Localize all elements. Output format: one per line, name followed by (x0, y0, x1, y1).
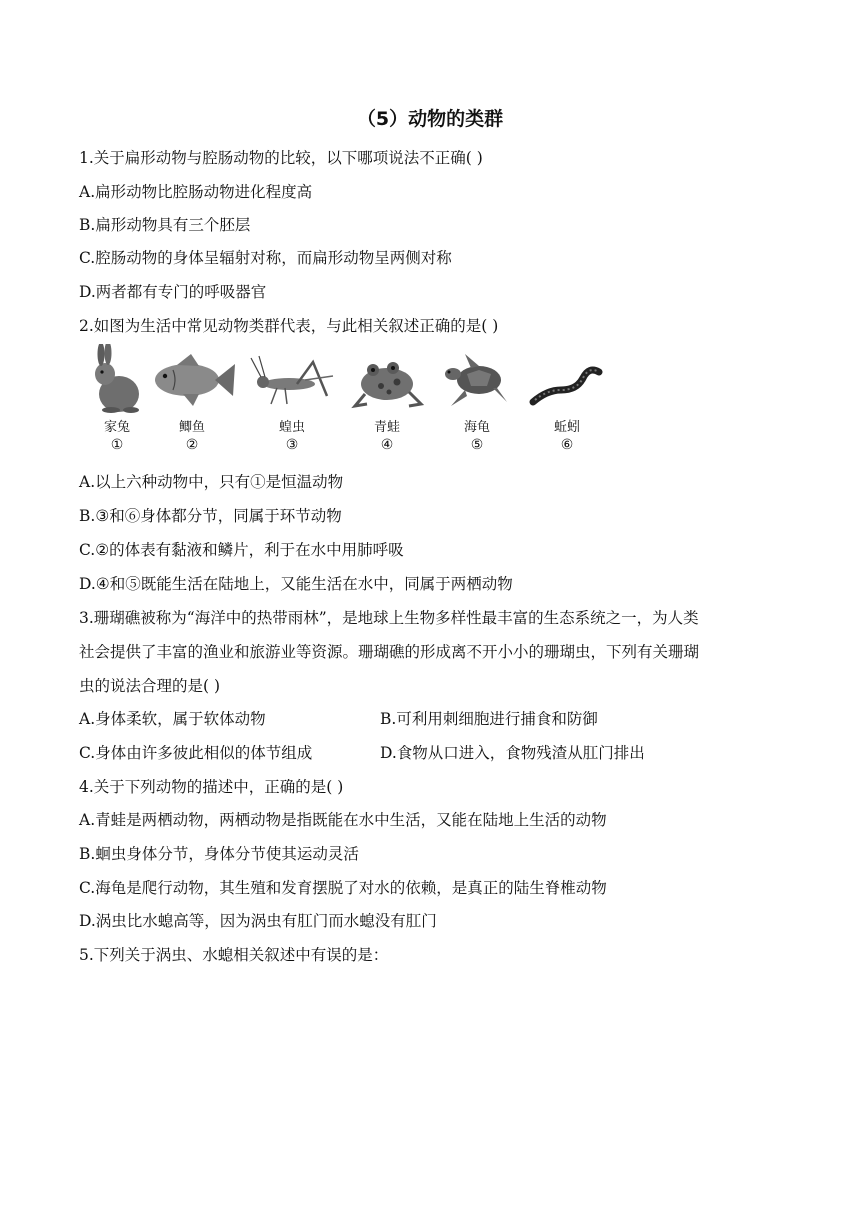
q5-stem: 5.下列关于涡虫、水螅相关叙述中有误的是： (79, 946, 389, 964)
page-title: （5）动物的类群 (356, 108, 504, 130)
q2-option-a: A.以上六种动物中，只有①是恒温动物 (79, 473, 344, 491)
q2-option-d: D.④和⑤既能生活在陆地上，又能生活在水中，同属于两栖动物 (79, 575, 513, 593)
animal-name: 海龟 (463, 420, 490, 435)
animal-number: ① (110, 437, 124, 453)
q3-option-d: D.食物从口进入，食物残渣从肛门排出 (380, 744, 645, 762)
q2-option-c: C.②的体表有黏液和鳞片，利于在水中用肺呼吸 (79, 541, 404, 559)
animal-name: 青蛙 (373, 420, 400, 435)
q1-option-d: D.两者都有专门的呼吸器官 (79, 283, 267, 301)
grasshopper-icon (247, 344, 337, 416)
animal-fish (142, 344, 242, 464)
fish-icon (147, 344, 237, 416)
rabbit-icon (87, 344, 147, 416)
turtle-icon (437, 344, 517, 416)
animal-grasshopper (242, 344, 342, 464)
earthworm-icon (527, 344, 607, 416)
animal-name: 鲫鱼 (178, 420, 205, 435)
animal-name: 蚯蚓 (553, 420, 580, 435)
animal-turtle (432, 344, 522, 464)
animal-number: ② (185, 437, 199, 453)
animal-frog (342, 344, 432, 464)
q3-option-c: C.身体由许多彼此相似的体节组成 (79, 744, 313, 762)
q4-option-a: A.青蛙是两栖动物，两栖动物是指既能在水中生活，又能在陆地上生活的动物 (79, 811, 607, 829)
q3-stem-line2: 社会提供了丰富的渔业和旅游业等资源。珊瑚礁的形成离不开小小的珊瑚虫，下列有关珊瑚 (79, 643, 700, 661)
animal-number: ③ (285, 437, 299, 453)
animal-name: 家兔 (103, 420, 130, 435)
animal-figure (72, 344, 612, 464)
q4-option-b: B.蛔虫身体分节，身体分节使其运动灵活 (79, 845, 359, 863)
animal-number: ④ (380, 437, 394, 453)
animal-name: 蝗虫 (278, 420, 305, 435)
q2-option-b: B.③和⑥身体都分节，同属于环节动物 (79, 507, 342, 525)
frog-icon (347, 344, 427, 416)
q1-option-b: B.扁形动物具有三个胚层 (79, 216, 251, 234)
q3-stem-line1: 3.珊瑚礁被称为“海洋中的热带雨林”，是地球上生物多样性最丰富的生态系统之一，为人类 (79, 609, 699, 627)
q4-stem: 4.关于下列动物的描述中，正确的是( ) (79, 778, 344, 796)
q3-stem-line3: 虫的说法合理的是( ) (79, 677, 221, 695)
q2-stem: 2.如图为生活中常见动物类群代表，与此相关叙述正确的是( ) (79, 317, 499, 335)
q4-option-c: C.海龟是爬行动物，其生殖和发育摆脱了对水的依赖，是真正的陆生脊椎动物 (79, 879, 607, 897)
animal-number: ⑤ (470, 437, 484, 453)
q3-option-a: A.身体柔软，属于软体动物 (79, 710, 266, 728)
animal-earthworm (522, 344, 612, 464)
animal-number: ⑥ (560, 437, 574, 453)
q4-option-d: D.涡虫比水螅高等，因为涡虫有肛门而水螅没有肛门 (79, 912, 437, 930)
q1-option-a: A.扁形动物比腔肠动物进化程度高 (79, 183, 313, 201)
q1-stem: 1.关于扁形动物与腔肠动物的比较，以下哪项说法不正确( ) (79, 149, 483, 167)
q1-option-c: C.腔肠动物的身体呈辐射对称，而扁形动物呈两侧对称 (79, 249, 452, 267)
q3-option-b: B.可利用刺细胞进行捕食和防御 (380, 710, 598, 728)
